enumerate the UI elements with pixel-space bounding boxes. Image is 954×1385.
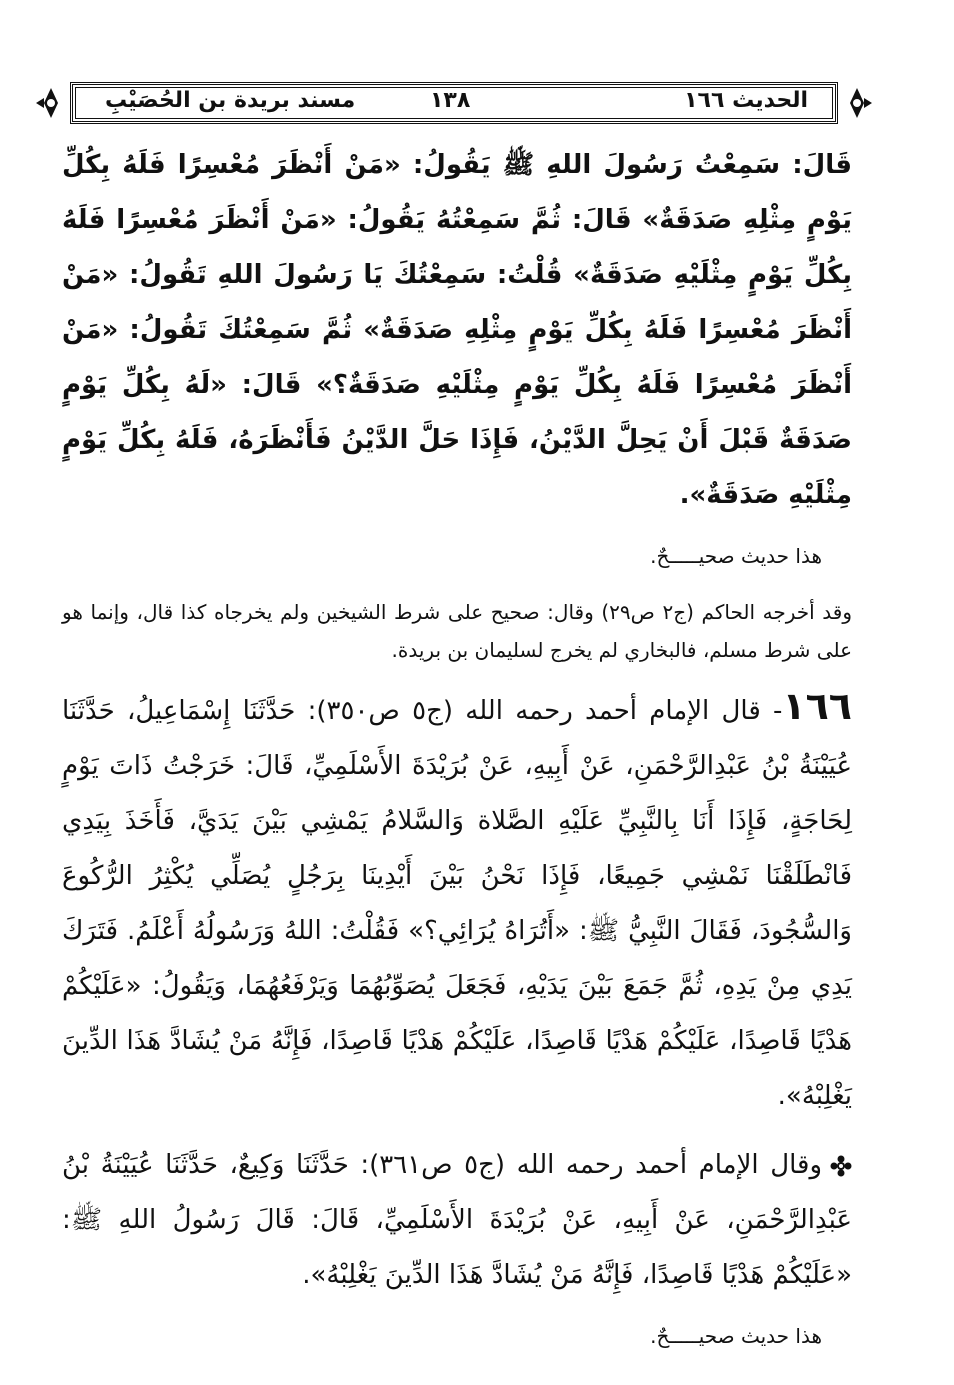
hadith-number: ١٦٦	[782, 684, 852, 728]
additional-narration-paragraph	[62, 1138, 852, 1303]
ornament-icon	[34, 86, 68, 120]
flower-icon	[830, 1155, 852, 1177]
hadith-text-paragraph: قَالَ: سَمِعْتُ رَسُولَ اللهِ ﷺ يَقُولُ: «مَنْ أَنْظَرَ مُعْسِرًا فَلَهُ بِكُلِّ يَوْمٍ مِثْلِهِ صَدَقَةٌ» قَالَ: ثُمَّ سَمِعْتُهُ يَقُولُ: «مَنْ أَنْظَرَ مُعْسِرًا فَلَهُ بِكُلِّ يَوْمٍ مِثْلَيْهِ صَدَقَةٌ» قُلْتُ: سَمِعْتُكَ يَا رَسُولَ اللهِ تَقُولُ: «مَنْ أَنْظَرَ مُعْسِرًا فَلَهُ بِكُلِّ يَوْمٍ مِثْلِهِ صَدَقَةٌ» ثُمَّ سَمِعْتُكَ تَقُولُ: «مَنْ أَنْظَرَ مُعْسِرًا فَلَهُ بِكُلِّ يَوْمٍ مِثْلَيْهِ صَدَقَةٌ؟» قَالَ: «لَهُ بِكُلِّ يَوْمٍ صَدَقَةٌ قَبْلَ أَنْ يَحِلَّ الدَّيْنُ، فَإِذَا حَلَّ الدَّيْنُ فَأَنْظَرَهُ، فَلَهُ بِكُلِّ يَوْمٍ مِثْلَيْهِ صَدَقَةٌ».	[62, 150, 852, 510]
header-hadith-label: الحديث ١٦٦	[684, 88, 808, 113]
takhrij-note: وقد أخرجه الحاكم (ج٢ ص٢٩) وقال: صحيح على شرط الشيخين ولم يخرجاه كذا قال، وإنما هو على شرط مسلم، فالبخاري لم يخرج لسليمان بن بريدة.	[62, 600, 852, 662]
page-number: ١٣٨	[430, 88, 471, 113]
additional-narration-text: وقال الإمام أحمد رحمه الله (ج٥ ص٣٦١): حَدَّثَنَا وَكِيعٌ، حَدَّثَنَا عُيَيْنَةُ بْنُ عَبْدِالرَّحْمَنِ، عَنْ أَبِيهِ، عَنْ بُرَيْدَةَ الأَسْلَمِيِّ، قَالَ: قَالَ رَسُولُ اللهِ ﷺ: «عَلَيْكُمْ هَدْيًا قَاصِدًا، فَإِنَّهُ مَنْ يُشَادَّ هَذَا الدِّينَ يَغْلِبْهُ».	[62, 1150, 852, 1290]
hadith-166-text: - قال الإمام أحمد رحمه الله (ج٥ ص٣٥٠): حَدَّثَنَا إِسْمَاعِيلُ، حَدَّثَنَا عُيَيْنَةُ بْنُ عَبْدِالرَّحْمَنِ، عَنْ أَبِيهِ، عَنْ بُرَيْدَةَ الأَسْلَمِيِّ، قَالَ: خَرَجْتُ ذَاتَ يَوْمٍ لِحَاجَةٍ، فَإِذَا أَنَا بِالنَّبِيِّ عَلَيْهِ الصَّلاة وَالسَّلامُ يَمْشِي بَيْنَ يَدَيَّ، فَأَخَذَ بِيَدِي فَانْطَلَقْنَا نَمْشِي جَمِيعًا، فَإِذَا نَحْنُ بَيْنَ أَيْدِينَا بِرَجُلٍ يُصَلِّي يُكْثِرُ الرُّكُوعَ وَالسُّجُودَ، فَقَالَ النَّبِيُّ ﷺ: «أَتُرَاهُ يُرَائِي؟» فَقُلْتُ: اللهُ وَرَسُولُهُ أَعْلَمُ. فَتَرَكَ يَدِي مِنْ يَدِهِ، ثُمَّ جَمَعَ بَيْنَ يَدَيْهِ، فَجَعَلَ يُصَوِّبُهُمَا وَيَرْفَعُهُمَا، وَيَقُولُ: «عَلَيْكُمْ هَدْيًا قَاصِدًا، عَلَيْكُمْ هَدْيًا قَاصِدًا، عَلَيْكُمْ هَدْيًا قَاصِدًا، فَإِنَّهُ مَنْ يُشَادَّ هَذَا الدِّينَ يَغْلِبْهُ».	[62, 696, 852, 1111]
page-body	[62, 138, 852, 1373]
book-title: مسند بريدة بن الحُصَيْبِ	[105, 88, 356, 113]
page-header	[30, 78, 878, 128]
ornament-icon	[840, 86, 874, 120]
hadith-166-paragraph	[62, 679, 852, 1124]
grading-note: هذا حديث صحيـــــحٌ.	[650, 544, 822, 568]
grading-note: هذا حديث صحيـــــحٌ.	[650, 1324, 822, 1348]
